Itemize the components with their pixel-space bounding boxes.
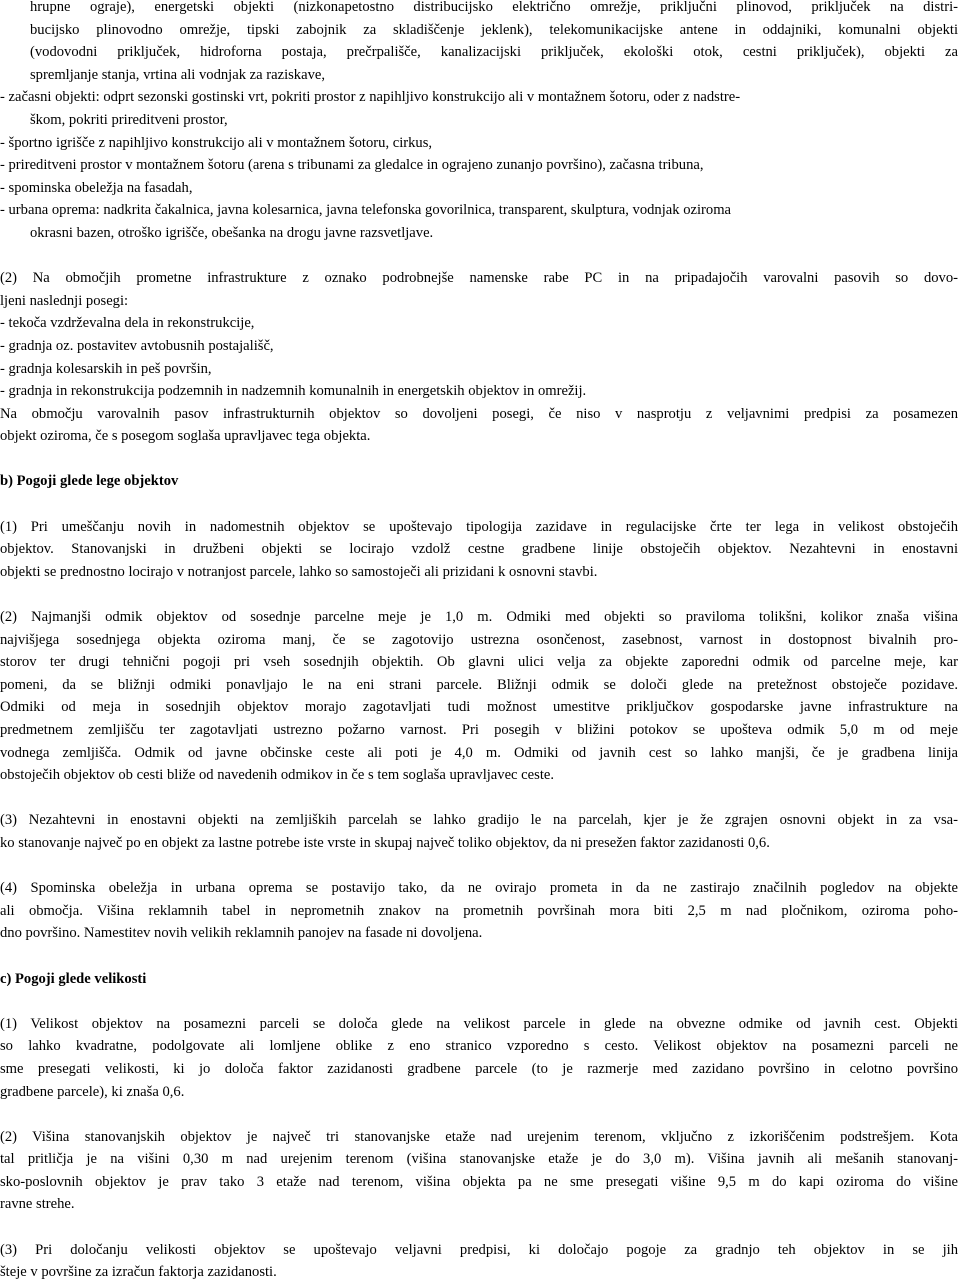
blank-line (0, 583, 958, 606)
text-line: (2) Višina stanovanjskih objektov je največ tri stanovanjske etaže nad urejenim terenom, vključno z izkoriščenim podstrešjem. Kota (0, 1128, 958, 1145)
text-line: ravne strehe. (0, 1196, 75, 1213)
text-line: hrupne ograje), energetski objekti (nizkonapetostno distribucijsko električno omrežje, priključni plinovod, priključek na distri- (30, 0, 958, 15)
text-line: - gradnja oz. postavitev avtobusnih postajališč, (0, 337, 274, 354)
text-line: - začasni objekti: odprt sezonski gostinski vrt, pokriti prostor z napihljivo konstrukcijo ali v montažnem šotoru, oder z nadstre- (0, 89, 741, 106)
text-line: objekti se prednostno locirajo v notranjost parcele, lahko so samostoječi ali prizidani k osnovni stavbi. (0, 563, 598, 580)
text-line: ljeni naslednji posegi: (0, 292, 129, 309)
text-line: ali območja. Višina reklamnih tabel in neprometnih znakov na prometnih površinah mora biti 2,5 m nad pločnikom, oziroma poho- (0, 902, 958, 919)
text-line: obstoječih objektov ob cesti bliže od navedenih odmikov in če s tem soglaša upravljavec ceste. (0, 767, 554, 784)
text-line: pomeni, da se bližnji odmiki ponavljajo le na eni strani parcele. Bližnji odmik se določi glede na pretežnost obstoječe pozidave. (0, 676, 958, 693)
text-line: bucijsko plinovodno omrežje, tipski zabojnik za skladiščenje jeklenk), telekomunikacijske antene in oddajniki, komunalni objekti (30, 21, 958, 38)
text-line: dno površino. Namestitev novih velikih reklamnih panojev na fasade ni dovoljena. (0, 925, 483, 942)
text-line: objekt oziroma, če s posegom soglaša upravljavec tega objekta. (0, 428, 371, 445)
text-line: - športno igrišče z napihljivo konstrukcijo ali v montažnem šotoru, cirkus, (0, 134, 433, 151)
text-line: vodnega zemljišča. Odmik od javne občinske ceste ali poti je 4,0 m. Odmiki od javnih cest so lahko manjši, če je gradbena linija (0, 744, 958, 761)
text-line: (3) Pri določanju velikosti objektov se upoštevajo veljavni predpisi, ki določajo pogoje za gradnjo teh objektov in se jih (0, 1241, 958, 1258)
blank-line (0, 1216, 958, 1239)
text-line: gradbene parcele), ki znaša 0,6. (0, 1083, 185, 1100)
blank-line (0, 787, 958, 810)
text-line: najvišjega sosednjega objekta oziroma manj, če se zagotovijo ustrezna osončenost, zasebnost, varnost in dostopnost bivalnih pro- (0, 631, 958, 648)
text-line: sko-poslovnih objektov je prav tako 3 etaže nad terenom, višina objekta pa ne sme presegati višine 9,5 m do kapi oziroma do višine (0, 1173, 958, 1190)
text-line: sme presegati velikosti, ki jo določa faktor zazidanosti gradbene parcele (to je razmerje med zazidano površino in celotno površino (0, 1060, 958, 1077)
text-line: šteje v površine za izračun faktorja zazidanosti. (0, 1264, 277, 1281)
blank-line (0, 990, 958, 1013)
text-line: ko stanovanje največ po en objekt za lastne potrebe iste vrste in skupaj največ toliko objektov, da ni presežen faktor zazidanosti 0,6. (0, 834, 770, 851)
blank-line (0, 945, 958, 968)
text-line: škom, pokriti prireditveni prostor, (30, 111, 228, 128)
text-line: (3) Nezahtevni in enostavni objekti na zemljiških parcelah se lahko gradijo le na parcelah, kjer je že zgrajen osnovni objekt in za vsa- (0, 812, 958, 829)
text-line: (vodovodni priključek, hidroforna postaja, prečrpališče, kanalizacijski priključek, ekološki otok, cestni priključek), objekti za (30, 44, 958, 61)
text-line: - spominska obeležja na fasadah, (0, 179, 193, 196)
text-line: objektov. Stanovanjski in družbeni objekti se locirajo vzdolž cestne gradbene linije obstoječih objektov. Nezahtevni in enostavni (0, 541, 958, 558)
text-line: spremljanje stanja, vrtina ali vodnjak za raziskave, (30, 66, 326, 83)
text-line: tal pritličja je na višini 0,30 m nad urejenim terenom (višina stanovanjske etaže je do 3,0 m). Višina javnih ali mešanih stanovanj- (0, 1151, 958, 1168)
blank-line (0, 1103, 958, 1126)
blank-line (0, 855, 958, 878)
section-heading: b) Pogoji glede lege objektov (0, 473, 179, 490)
text-line: storov ter drugi tehnični pogoji pri vseh sosednjih objektih. Ob glavni ulici velja za objekte zaporedni odmik od parcelne meje, kar (0, 654, 958, 671)
text-line: Na območju varovalnih pasov infrastrukturnih objektov so dovoljeni posegi, če niso v nasprotju z veljavnimi predpisi za posamezen (0, 405, 958, 422)
text-line: - tekoča vzdrževalna dela in rekonstrukcije, (0, 315, 255, 332)
text-line: - urbana oprema: nadkrita čakalnica, javna kolesarnica, javna telefonska govorilnica, transparent, skulptura, vodnjak oziroma (0, 202, 732, 219)
text-line: (1) Velikost objektov na posamezni parceli se določa glede na velikost parcele in glede na obvezne odmike od javnih cest. Objekti (0, 1015, 958, 1032)
text-line: (2) Na območjih prometne infrastrukture z oznako podrobnejše namenske rabe PC in na pripadajočih varovalni pasovih so dovo- (0, 270, 958, 287)
text-line: so lahko kvadratne, podolgovate ali lomljene oblike z eno stranico vzporedno s cesto. Velikost objektov na posamezni parceli ne (0, 1038, 958, 1055)
blank-line (0, 493, 958, 516)
text-line: - prireditveni prostor v montažnem šotoru (arena s tribunami za gledalce in ograjeno zunanjo površino), začasna tribuna, (0, 157, 704, 174)
blank-line (0, 245, 958, 268)
text-line: (2) Najmanjši odmik objektov od sosednje parcelne meje je 1,0 m. Odmiki med objekti so praviloma tolikšni, kolikor znaša višina (0, 609, 958, 626)
text-line: - gradnja kolesarskih in peš površin, (0, 360, 212, 377)
section-heading: c) Pogoji glede velikosti (0, 970, 147, 987)
blank-line (0, 448, 958, 471)
text-line: predmetnem zemljišču ter zagotavljati ustrezno požarno varnost. Pri posegih v bližini potokov se upošteva odmik 5,0 m od meje (0, 722, 958, 738)
text-line: okrasni bazen, otroško igrišče, obešanka na drogu javne razsvetljave. (30, 224, 434, 241)
text-line: (1) Pri umeščanju novih in nadomestnih objektov se upoštevajo tipologija zazidave in regulacijske črte ter lega in velikost obstoječih (0, 518, 958, 535)
text-line: (4) Spominska obeležja in urbana oprema se postavijo tako, da ne ovirajo prometa in da ne zastirajo značilnih pogledov na objekte (0, 880, 958, 897)
text-line: Odmiki od meja in sosednjih objektov morajo zagotavljati tudi možnost umestitve priključkov gospodarske javne infrastrukture na (0, 699, 958, 716)
text-line: - gradnja in rekonstrukcija podzemnih in nadzemnih komunalnih in energetskih objektov in omrežij. (0, 383, 587, 400)
